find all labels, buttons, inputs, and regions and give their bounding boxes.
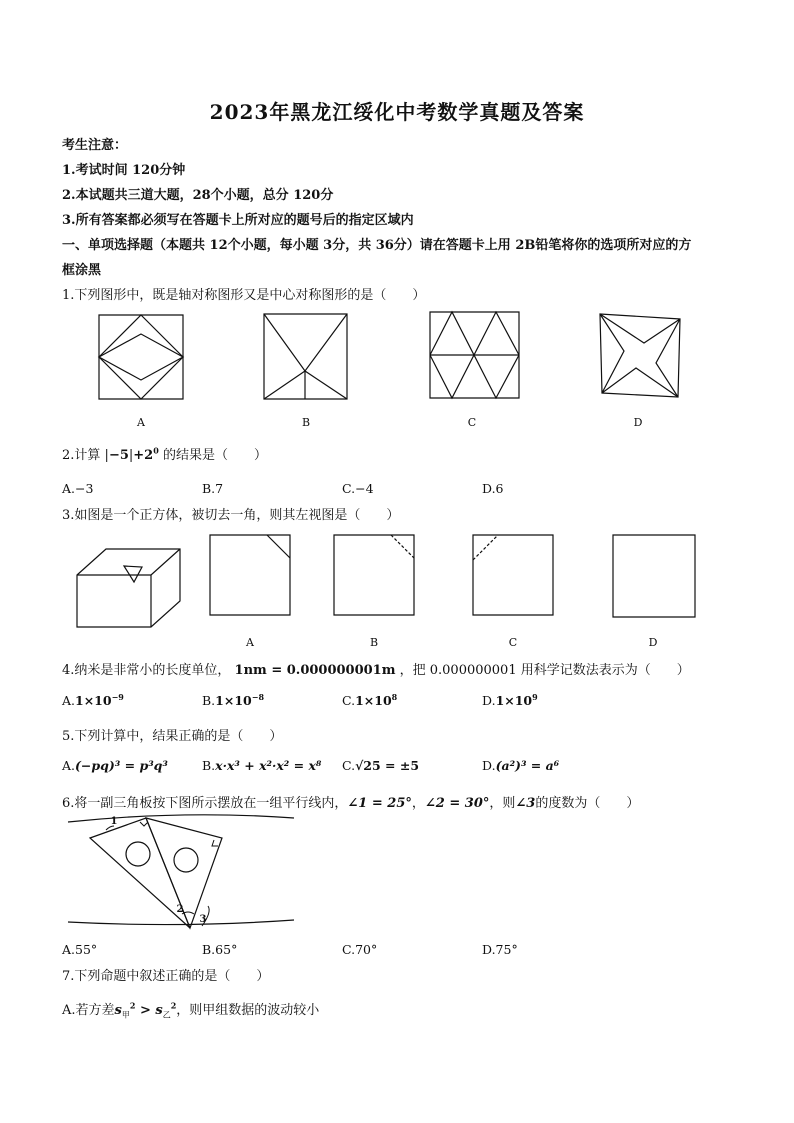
q6-option-c: C.70° bbox=[342, 942, 378, 957]
q6-triangles-figure bbox=[62, 810, 302, 935]
notice-item-1: 1.考试时间 120分钟 bbox=[62, 163, 186, 178]
q3-stem: 3.如图是一个正方体，被切去一角，则其左视图是（ ） bbox=[62, 508, 400, 523]
q2-option-d: D.6 bbox=[482, 481, 504, 496]
q6-figure-label-2: 2 bbox=[176, 904, 184, 915]
q6-angle-1: ∠1 = 25° bbox=[347, 796, 412, 811]
q3-view-c bbox=[472, 534, 554, 616]
q3-label-b: B bbox=[369, 636, 379, 649]
q1-figure-b bbox=[263, 313, 348, 400]
q3-view-d bbox=[612, 534, 696, 618]
q4-formula: 1nm = 0.000000001m bbox=[234, 663, 396, 678]
q6-stem: 6.将一副三角板按下图所示摆放在一组平行线内，∠1 = 25°，∠2 = 30°，则∠3的度数为（ ） bbox=[62, 796, 640, 811]
q5-option-a: A.(−pq)³ = p³q³ bbox=[62, 758, 168, 773]
section1-heading-line1: 一、单项选择题（本题共 12个小题，每小题 3分，共 36分）请在答题卡上用 2B铅笔将你的选项所对应的方 bbox=[62, 238, 692, 253]
q2-option-b: B.7 bbox=[202, 481, 224, 496]
q4-option-a: $A.1\times 10^{-9}$ bbox=[62, 692, 124, 709]
page-title: 2023年黑龙江绥化中考数学真题及答案 bbox=[209, 100, 585, 124]
q2-expression: $|-5|+2^0$ bbox=[104, 445, 159, 463]
q3-label-d: D bbox=[648, 636, 658, 649]
q6-option-d: D.75° bbox=[482, 942, 518, 957]
q1-stem: 1.下列图形中，既是轴对称图形又是中心对称图形的是（ ） bbox=[62, 288, 426, 303]
q1-figure-a bbox=[98, 314, 184, 400]
q2-expr-plus: +2 bbox=[133, 448, 154, 463]
q2-stem-post: 的结果是（ ） bbox=[162, 448, 267, 463]
q5-option-d: D.(a²)³ = a⁶ bbox=[482, 758, 560, 773]
q6-option-a: A.55° bbox=[62, 942, 98, 957]
q7-stem: 7.下列命题中叙述正确的是（ ） bbox=[62, 969, 270, 984]
q5-stem: 5.下列计算中，结果正确的是（ ） bbox=[62, 729, 283, 744]
q4-stem-pre: 4.纳米是非常小的长度单位， bbox=[62, 663, 231, 678]
q6-angle-2: ∠2 = 30° bbox=[424, 796, 490, 811]
q1-figure-c bbox=[429, 311, 520, 399]
q3-view-b bbox=[333, 534, 415, 616]
q2-expr-abs: −5 bbox=[108, 448, 129, 463]
q3-label-a: A bbox=[246, 636, 254, 649]
notice-item-3: 3.所有答案都必须写在答题卡上所对应的题号后的指定区域内 bbox=[62, 213, 414, 228]
notice-item-2: 2.本试题共三道大题，28个小题，总分 120分 bbox=[62, 188, 334, 203]
q4-option-c: $C.1\times 10^8$ bbox=[342, 692, 398, 709]
notice-heading: 考生注意： bbox=[62, 138, 128, 153]
q2-stem bbox=[62, 444, 267, 463]
q4-option-b: $B.1\times 10^{-8}$ bbox=[202, 692, 265, 709]
q3-label-c: C bbox=[508, 636, 518, 649]
q2-option-a: A.−3 bbox=[62, 481, 94, 496]
q1-label-d: D bbox=[633, 416, 643, 429]
q2-option-c: C.−4 bbox=[342, 481, 374, 496]
q1-label-b: B bbox=[301, 416, 311, 429]
q6-figure-label-1: 1 bbox=[110, 816, 118, 827]
q1-label-a: A bbox=[137, 416, 145, 429]
q4-stem-post: ，把 0.000000001 用科学记数法表示为（ ） bbox=[399, 663, 690, 678]
q1-label-c: C bbox=[467, 416, 477, 429]
q1-figure-d bbox=[596, 313, 683, 398]
section1-heading-line2: 框涂黑 bbox=[62, 263, 102, 278]
q5-option-c: C.√25 = ±5 bbox=[342, 758, 420, 773]
q3-cube-figure bbox=[76, 548, 181, 628]
q3-view-a bbox=[209, 534, 291, 616]
q4-option-d: $D.1\times 10^9$ bbox=[482, 692, 538, 709]
q2-stem-pre: 2.计算 bbox=[62, 448, 101, 463]
q4-stem bbox=[62, 659, 690, 678]
q6-figure-label-3: 3 bbox=[199, 914, 207, 925]
q2-expr-exp: 0 bbox=[153, 445, 159, 456]
q6-angle-3: ∠3 bbox=[515, 796, 536, 811]
q7-option-a: A.若方差$s_甲^2 > s_乙^2$，则甲组数据的波动较小 bbox=[62, 1000, 320, 1020]
q5-option-b: B.x·x³ + x²·x² = x⁸ bbox=[202, 758, 322, 773]
q6-option-b: B.65° bbox=[202, 942, 238, 957]
